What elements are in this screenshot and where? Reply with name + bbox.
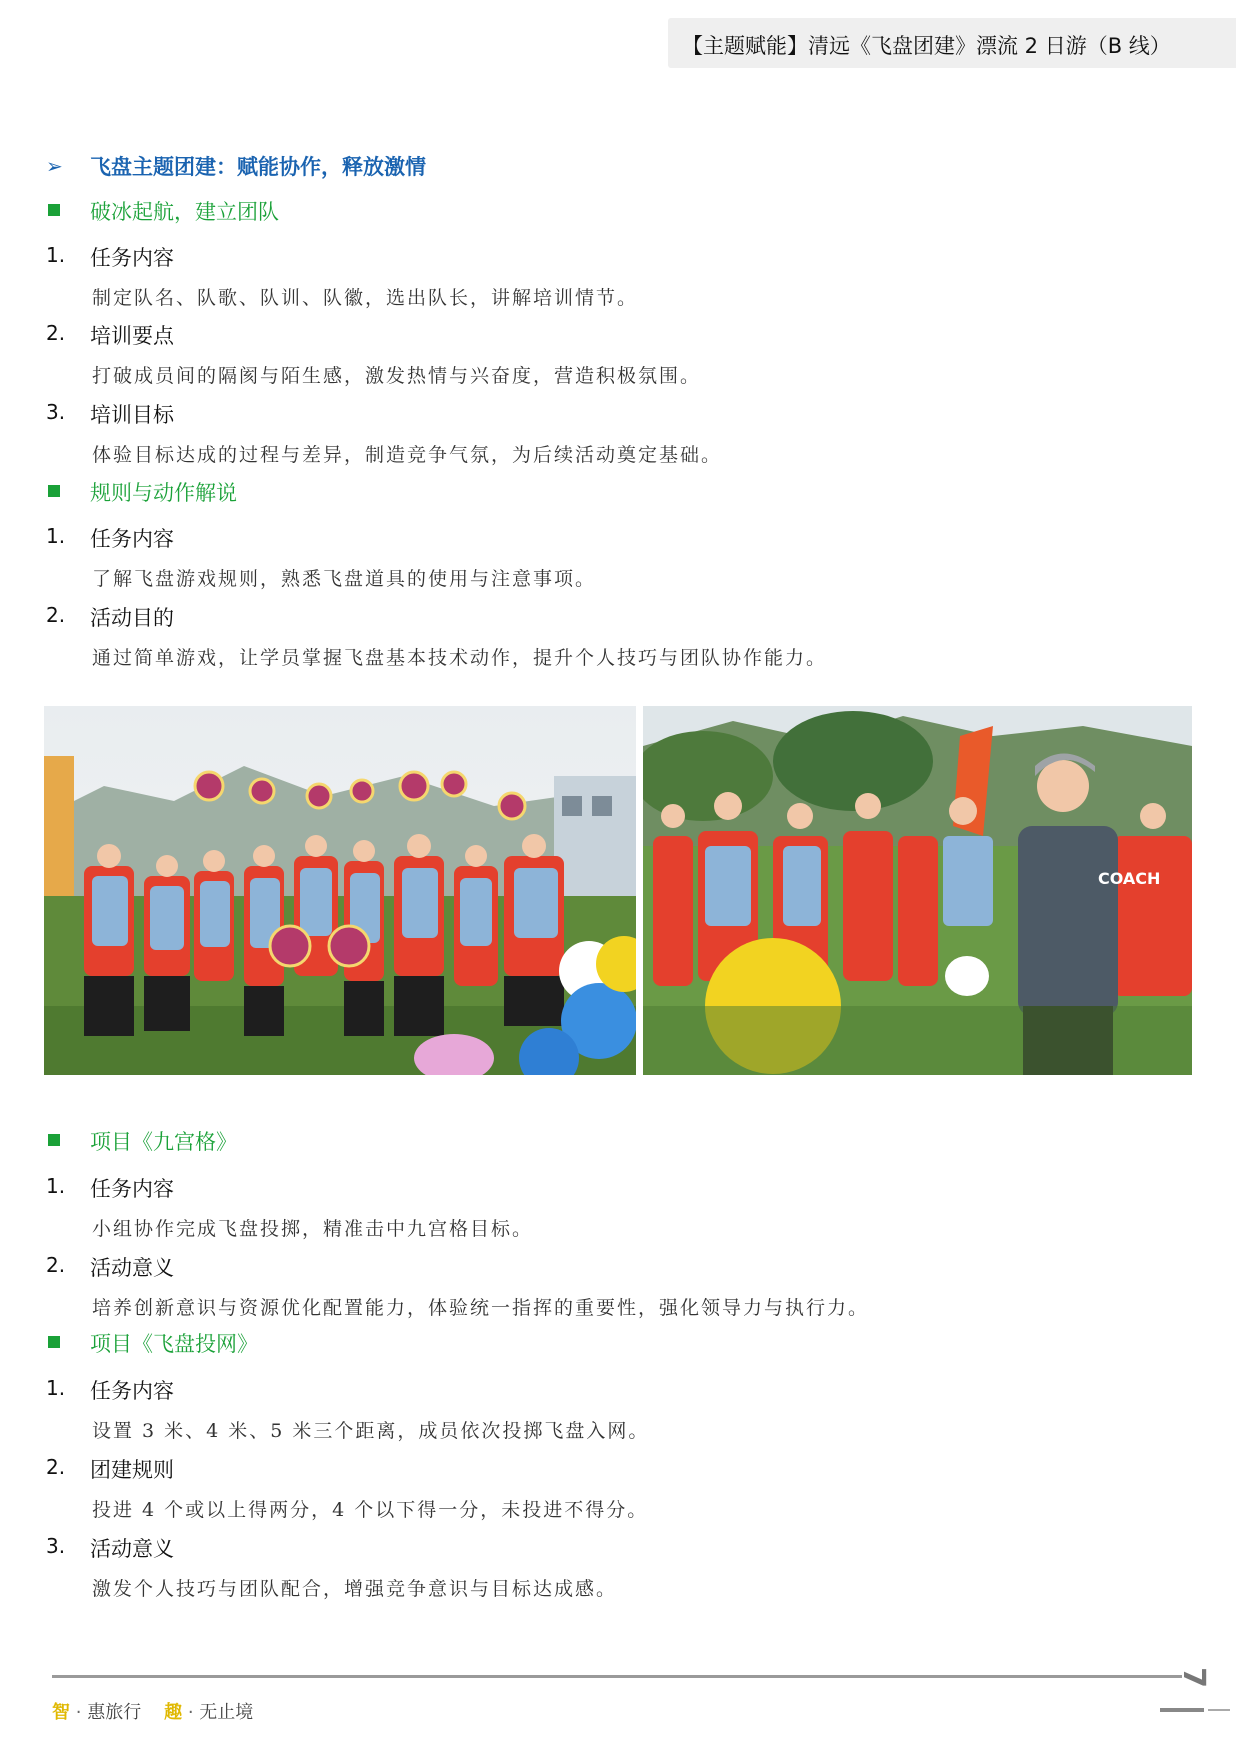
item-body: 小组协作完成飞盘投掷，精准击中九宫格目标。 [92, 1218, 534, 1240]
green-square-icon [48, 485, 60, 497]
item-title: 任务内容 [90, 1177, 174, 1201]
footer-text-2: 无止境 [199, 1702, 254, 1723]
item-number: 2. [46, 321, 66, 345]
item-number: 1. [46, 524, 66, 548]
item-body: 设置 3 米、4 米、5 米三个距离，成员依次投掷飞盘入网。 [92, 1420, 650, 1442]
item-body: 打破成员间的隔阂与陌生感，激发热情与兴奋度，营造积极氛围。 [92, 365, 702, 387]
subsection-title: 项目《九宫格》 [90, 1130, 237, 1154]
footer-slogan: 智 · 惠旅行 趣 · 无止境 [52, 1702, 254, 1723]
green-square-icon [48, 1134, 60, 1146]
footer-accent-2: 趣 [164, 1702, 183, 1723]
coach-briefing-photo [643, 706, 1192, 1075]
item-number: 1. [46, 243, 66, 267]
green-square-icon [48, 1336, 60, 1348]
item-number: 1. [46, 1174, 66, 1198]
subsection-title: 破冰起航，建立团队 [90, 200, 279, 224]
item-title: 任务内容 [90, 246, 174, 270]
item-body: 体验目标达成的过程与差异，制造竞争气氛，为后续活动奠定基础。 [92, 444, 723, 466]
item-title: 活动意义 [90, 1256, 174, 1280]
footer-divider [52, 1675, 1182, 1678]
item-title: 培训要点 [90, 324, 174, 348]
subsection-title: 项目《飞盘投网》 [90, 1332, 258, 1356]
item-title: 任务内容 [90, 527, 174, 551]
subsection-title: 规则与动作解说 [90, 481, 237, 505]
footer-text-1: 惠旅行 [87, 1702, 142, 1723]
item-title: 活动目的 [90, 606, 174, 630]
item-number: 1. [46, 1376, 66, 1400]
section-arrow-icon: ➢ [46, 154, 63, 178]
item-body: 培养创新意识与资源优化配置能力，体验统一指挥的重要性，强化领导力与执行力。 [92, 1297, 870, 1319]
item-body: 通过简单游戏，让学员掌握飞盘基本技术动作，提升个人技巧与团队协作能力。 [92, 647, 828, 669]
item-body: 激发个人技巧与团队配合，增强竞争意识与目标达成感。 [92, 1578, 618, 1600]
item-number: 2. [46, 1253, 66, 1277]
item-number: 3. [46, 1534, 66, 1558]
document-title: 【主题赋能】清远《飞盘团建》漂流 2 日游（B 线） [682, 34, 1171, 58]
page-marker [1160, 1708, 1204, 1712]
item-number: 3. [46, 400, 66, 424]
page-number: 7 [1175, 1667, 1211, 1688]
footer-accent-1: 智 [52, 1702, 70, 1723]
item-body: 投进 4 个或以上得两分，4 个以下得一分，未投进不得分。 [92, 1499, 649, 1521]
item-title: 活动意义 [90, 1537, 174, 1561]
item-title: 任务内容 [90, 1379, 174, 1403]
section-title: 飞盘主题团建：赋能协作，释放激情 [90, 155, 426, 179]
item-title: 团建规则 [90, 1458, 174, 1482]
item-title: 培训目标 [90, 403, 174, 427]
page-marker-line [1208, 1709, 1230, 1711]
item-body: 制定队名、队歌、队训、队徽，选出队长，讲解培训情节。 [92, 287, 639, 309]
coach-vest-text: COACH [1098, 869, 1161, 888]
team-frisbee-photo [44, 706, 636, 1075]
green-square-icon [48, 204, 60, 216]
item-number: 2. [46, 603, 66, 627]
item-number: 2. [46, 1455, 66, 1479]
item-body: 了解飞盘游戏规则，熟悉飞盘道具的使用与注意事项。 [92, 568, 597, 590]
